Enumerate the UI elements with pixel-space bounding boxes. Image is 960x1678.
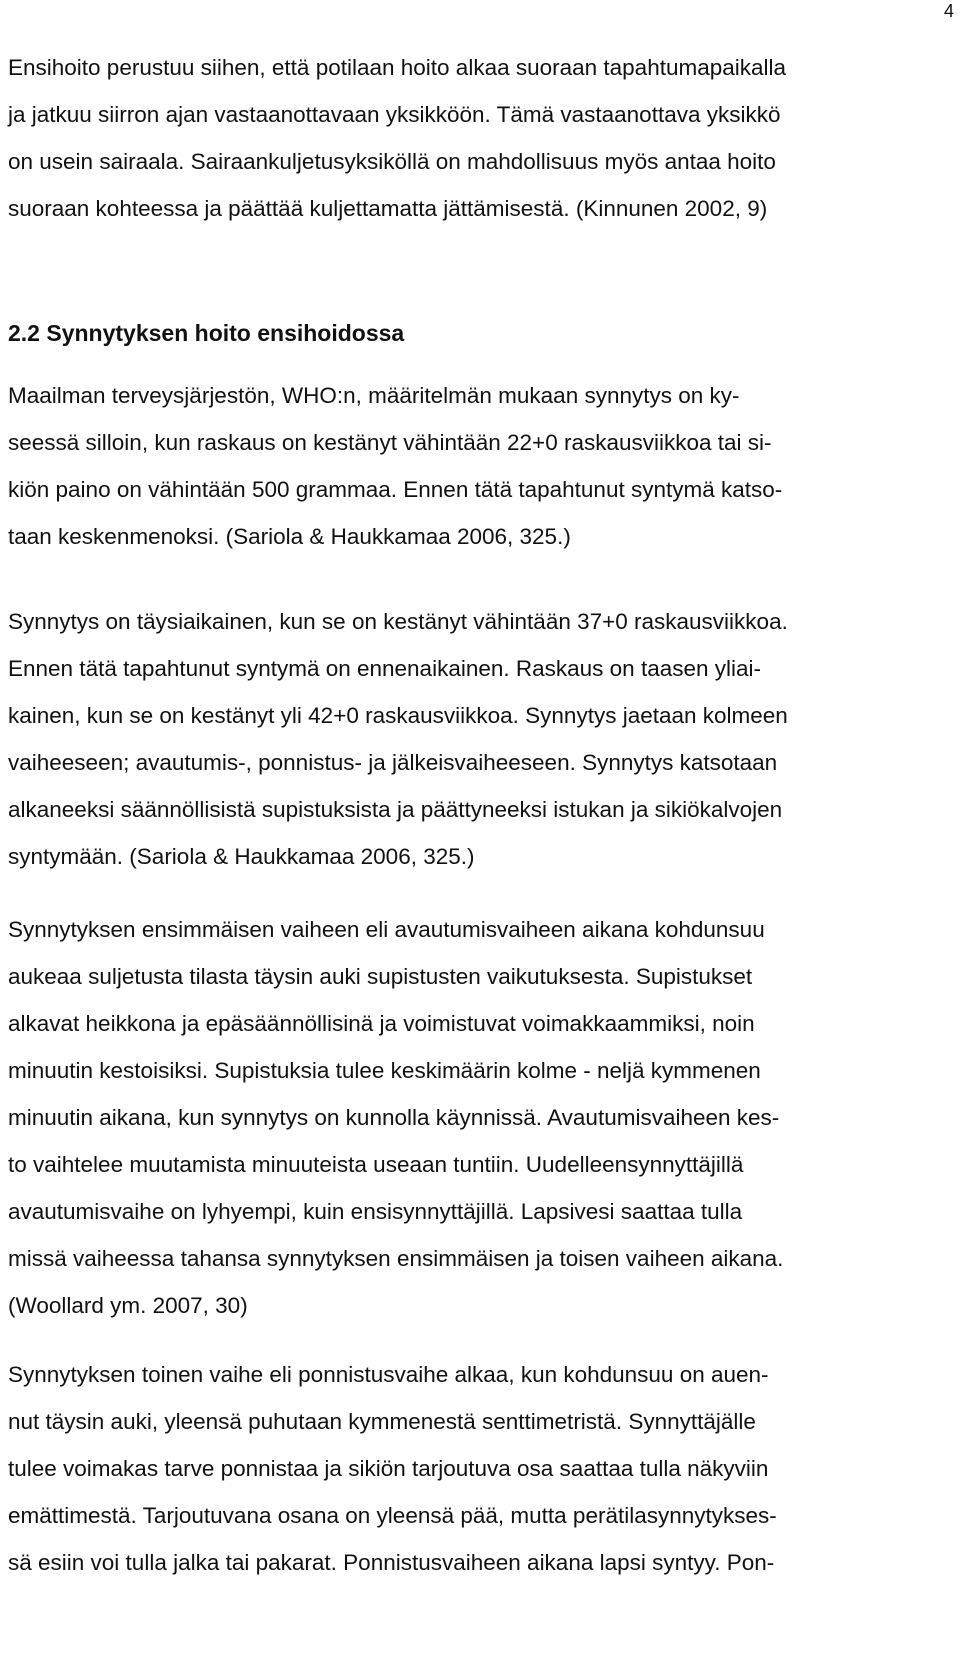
text-line: suoraan kohteessa ja päättää kuljettamatta jättämisestä. (Kinnunen 2002, 9)	[8, 196, 768, 221]
text-line: emättimestä. Tarjoutuvana osana on yleensä pää, mutta perätilasynnytykses-	[8, 1503, 777, 1528]
text-line: syntymään. (Sariola & Haukkamaa 2006, 325.)	[8, 844, 475, 869]
text-line: Synnytys on täysiaikainen, kun se on kestänyt vähintään 37+0 raskausviikkoa.	[8, 609, 788, 634]
text-line: Synnytyksen ensimmäisen vaiheen eli avautumisvaiheen aikana kohdunsuu	[8, 917, 765, 942]
paragraph-who-definition	[8, 372, 948, 560]
text-line: sä esiin voi tulla jalka tai pakarat. Ponnistusvaiheen aikana lapsi syntyy. Pon-	[8, 1550, 775, 1575]
text-line: alkavat heikkona ja epäsäännöllisinä ja voimistuvat voimakkaammiksi, noin	[8, 1011, 755, 1036]
page-number: 4	[943, 1, 954, 21]
text-line: aukeaa suljetusta tilasta täysin auki supistusten vaikutuksesta. Supistukset	[8, 964, 753, 989]
text-line: alkaneeksi säännöllisistä supistuksista ja päättyneeksi istukan ja sikiökalvojen	[8, 797, 783, 822]
section-heading: 2.2 Synnytyksen hoito ensihoidossa	[8, 320, 405, 346]
text-line: tulee voimakas tarve ponnistaa ja sikiön tarjoutuva osa saattaa tulla näkyviin	[8, 1456, 769, 1481]
text-line: ja jatkuu siirron ajan vastaanottavaan yksikköön. Tämä vastaanottava yksikkö	[8, 102, 781, 127]
text-line: vaiheeseen; avautumis-, ponnistus- ja jälkeisvaiheeseen. Synnytys katsotaan	[8, 750, 778, 775]
text-line: kiön paino on vähintään 500 grammaa. Ennen tätä tapahtunut syntymä katso-	[8, 477, 783, 502]
text-line: to vaihtelee muutamista minuuteista useaan tuntiin. Uudelleensynnyttäjillä	[8, 1152, 744, 1177]
text-line: seessä silloin, kun raskaus on kestänyt vähintään 22+0 raskausviikkoa tai si-	[8, 430, 772, 455]
text-line: nut täysin auki, yleensä puhutaan kymmenestä senttimetristä. Synnyttäjälle	[8, 1409, 756, 1434]
text-line: (Woollard ym. 2007, 30)	[8, 1293, 248, 1318]
text-line: kainen, kun se on kestänyt yli 42+0 raskausviikkoa. Synnytys jaetaan kolmeen	[8, 703, 788, 728]
text-line: avautumisvaihe on lyhyempi, kuin ensisynnyttäjillä. Lapsivesi saattaa tulla	[8, 1199, 743, 1224]
text-line: missä vaiheessa tahansa synnytyksen ensimmäisen ja toisen vaiheen aikana.	[8, 1246, 784, 1271]
text-line: taan keskenmenoksi. (Sariola & Haukkamaa 2006, 325.)	[8, 524, 571, 549]
paragraph-birth-stages	[8, 598, 948, 880]
text-line: Maailman terveysjärjestön, WHO:n, määritelmän mukaan synnytys on ky-	[8, 383, 740, 408]
intro-paragraph	[8, 44, 948, 232]
text-line: Ennen tätä tapahtunut syntymä on ennenaikainen. Raskaus on taasen yliai-	[8, 656, 762, 681]
paragraph-second-stage	[8, 1351, 948, 1586]
text-line: minuutin aikana, kun synnytys on kunnolla käynnissä. Avautumisvaiheen kes-	[8, 1105, 780, 1130]
text-line: Synnytyksen toinen vaihe eli ponnistusvaihe alkaa, kun kohdunsuu on auen-	[8, 1362, 769, 1387]
text-line: minuutin kestoisiksi. Supistuksia tulee keskimäärin kolme - neljä kymmenen	[8, 1058, 761, 1083]
paragraph-first-stage	[8, 906, 948, 1329]
text-line: on usein sairaala. Sairaankuljetusyksiköllä on mahdollisuus myös antaa hoito	[8, 149, 776, 174]
text-line: Ensihoito perustuu siihen, että potilaan hoito alkaa suoraan tapahtumapaikalla	[8, 55, 787, 80]
